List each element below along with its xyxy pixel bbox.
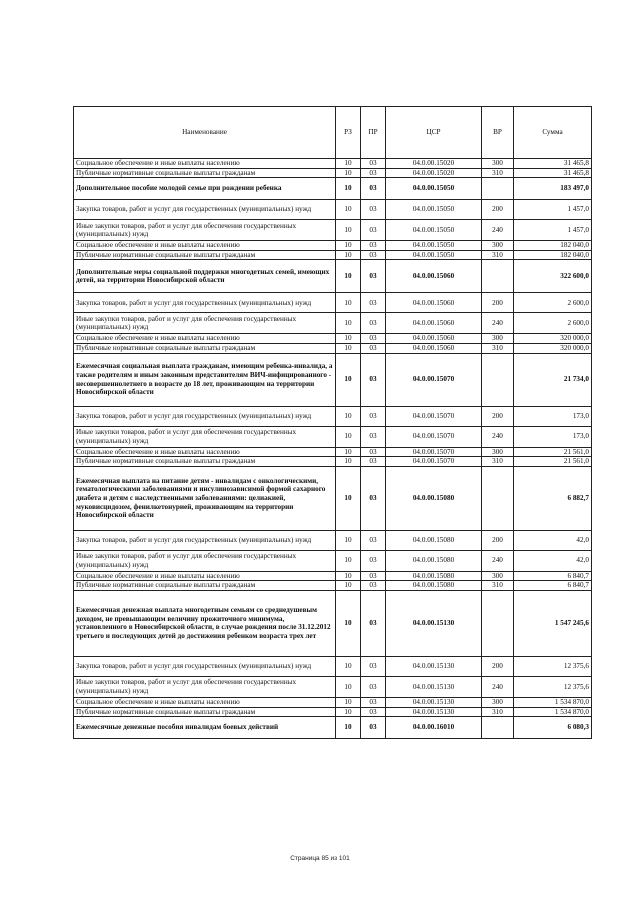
- cell-sum: 1 457,0: [514, 220, 592, 241]
- cell-sum: 182 040,0: [514, 241, 592, 251]
- cell-pr: 03: [361, 353, 386, 406]
- cell-rz: 10: [336, 406, 361, 426]
- cell-vr: 240: [482, 676, 514, 697]
- cell-name: Публичные нормативные социальные выплаты гражданам: [74, 250, 336, 260]
- cell-name: Социальное обеспечение и иные выплаты населению: [74, 697, 336, 707]
- cell-name: Публичные нормативные социальные выплаты гражданам: [74, 581, 336, 591]
- cell-pr: 03: [361, 334, 386, 344]
- cell-vr: 310: [482, 707, 514, 717]
- table-row: [74, 220, 592, 241]
- cell-pr: 03: [361, 250, 386, 260]
- cell-pr: 03: [361, 530, 386, 550]
- table-row: [74, 178, 592, 200]
- cell-pr: 03: [361, 406, 386, 426]
- cell-pr: 03: [361, 241, 386, 251]
- cell-rz: 10: [336, 334, 361, 344]
- cell-sum: 12 375,6: [514, 676, 592, 697]
- table-row: [74, 168, 592, 178]
- cell-sum: 1 534 870,0: [514, 697, 592, 707]
- cell-csr: 04.0.00.15130: [386, 590, 482, 656]
- cell-name: Социальное обеспечение и иные выплаты населению: [74, 334, 336, 344]
- budget-table-container: [73, 106, 591, 739]
- cell-rz: 10: [336, 241, 361, 251]
- cell-vr: 200: [482, 530, 514, 550]
- cell-csr: 04.0.00.15050: [386, 241, 482, 251]
- cell-rz: 10: [336, 220, 361, 241]
- table-header-row: [74, 107, 592, 159]
- cell-csr: 04.0.00.15130: [386, 707, 482, 717]
- cell-rz: 10: [336, 178, 361, 200]
- cell-pr: 03: [361, 571, 386, 581]
- cell-vr: 200: [482, 406, 514, 426]
- cell-rz: 10: [336, 457, 361, 467]
- table-row: [74, 293, 592, 313]
- cell-name: Дополнительные меры социальной поддержки многодетных семей, имеющих детей, на территории Новосибирской области: [74, 260, 336, 293]
- table-row: [74, 550, 592, 571]
- cell-csr: 04.0.00.15070: [386, 406, 482, 426]
- cell-vr: 310: [482, 457, 514, 467]
- cell-rz: 10: [336, 717, 361, 739]
- cell-pr: 03: [361, 697, 386, 707]
- cell-csr: 04.0.00.15050: [386, 250, 482, 260]
- cell-csr: 04.0.00.15130: [386, 697, 482, 707]
- cell-csr: 04.0.00.15050: [386, 200, 482, 220]
- cell-sum: 1 534 870,0: [514, 707, 592, 717]
- cell-name: Публичные нормативные социальные выплаты гражданам: [74, 343, 336, 353]
- cell-vr: 240: [482, 426, 514, 447]
- cell-csr: 04.0.00.15060: [386, 343, 482, 353]
- cell-name: Публичные нормативные социальные выплаты гражданам: [74, 707, 336, 717]
- cell-pr: 03: [361, 168, 386, 178]
- cell-csr: 04.0.00.15080: [386, 530, 482, 550]
- cell-sum: 2 600,0: [514, 293, 592, 313]
- cell-sum: 1 547 245,6: [514, 590, 592, 656]
- table-row: [74, 571, 592, 581]
- cell-pr: 03: [361, 717, 386, 739]
- cell-name: Социальное обеспечение и иные выплаты населению: [74, 447, 336, 457]
- header-name: Наименование: [74, 107, 336, 159]
- cell-vr: 300: [482, 571, 514, 581]
- table-row: [74, 447, 592, 457]
- cell-name: Иные закупки товаров, работ и услуг для обеспечения государственных (муниципальных) нужд: [74, 220, 336, 241]
- cell-pr: 03: [361, 343, 386, 353]
- cell-pr: 03: [361, 178, 386, 200]
- cell-pr: 03: [361, 260, 386, 293]
- cell-sum: 173,0: [514, 406, 592, 426]
- cell-pr: 03: [361, 707, 386, 717]
- cell-vr: 310: [482, 581, 514, 591]
- cell-vr: [482, 260, 514, 293]
- cell-vr: 310: [482, 168, 514, 178]
- cell-rz: 10: [336, 353, 361, 406]
- cell-csr: 04.0.00.15060: [386, 313, 482, 334]
- cell-vr: 310: [482, 250, 514, 260]
- cell-rz: 10: [336, 530, 361, 550]
- table-row: [74, 590, 592, 656]
- cell-vr: [482, 590, 514, 656]
- cell-pr: 03: [361, 676, 386, 697]
- table-row: [74, 697, 592, 707]
- cell-pr: 03: [361, 159, 386, 169]
- table-row: [74, 656, 592, 676]
- cell-sum: 1 457,0: [514, 200, 592, 220]
- cell-sum: 21 561,0: [514, 457, 592, 467]
- cell-name: Иные закупки товаров, работ и услуг для обеспечения государственных (муниципальных) нужд: [74, 426, 336, 447]
- cell-name: Ежемесячная выплата на питание детям - инвалидам с онкологическими, гематологическими заболеваниями и инсулинозависимой формой сахарного диабета и детям с наследственными заболеваниями: целиакией, муковисцидозом, фенилкетонурией, проживающим на территории Новосибирской области: [74, 466, 336, 530]
- cell-sum: 42,0: [514, 550, 592, 571]
- cell-name: Публичные нормативные социальные выплаты гражданам: [74, 168, 336, 178]
- cell-csr: 04.0.00.15080: [386, 581, 482, 591]
- cell-pr: 03: [361, 466, 386, 530]
- cell-pr: 03: [361, 220, 386, 241]
- cell-name: Закупка товаров, работ и услуг для государственных (муниципальных) нужд: [74, 406, 336, 426]
- cell-name: Социальное обеспечение и иные выплаты населению: [74, 159, 336, 169]
- cell-rz: 10: [336, 313, 361, 334]
- cell-name: Дополнительное пособие молодой семье при рождении ребенка: [74, 178, 336, 200]
- table-row: [74, 717, 592, 739]
- cell-name: Ежемесячные денежные пособия инвалидам боевых действий: [74, 717, 336, 739]
- cell-sum: 12 375,6: [514, 656, 592, 676]
- table-row: [74, 457, 592, 467]
- cell-sum: 21 561,0: [514, 447, 592, 457]
- cell-rz: 10: [336, 343, 361, 353]
- table-row: [74, 707, 592, 717]
- table-row: [74, 581, 592, 591]
- cell-sum: 31 465,8: [514, 159, 592, 169]
- cell-vr: 300: [482, 159, 514, 169]
- table-row: [74, 334, 592, 344]
- cell-csr: 04.0.00.15130: [386, 676, 482, 697]
- cell-rz: 10: [336, 697, 361, 707]
- cell-name: Ежемесячная социальная выплата гражданам, имеющим ребенка-инвалида, а также родителям и иным законным представителям ВИЧ-инфицированного - несовершеннолетнего в возрасте до 18 лет, проживающим на территории Новосибирской области: [74, 353, 336, 406]
- cell-sum: 182 040,0: [514, 250, 592, 260]
- cell-vr: 200: [482, 293, 514, 313]
- cell-vr: [482, 717, 514, 739]
- cell-csr: 04.0.00.16010: [386, 717, 482, 739]
- cell-name: Публичные нормативные социальные выплаты гражданам: [74, 457, 336, 467]
- cell-csr: 04.0.00.15070: [386, 353, 482, 406]
- cell-csr: 04.0.00.15050: [386, 220, 482, 241]
- cell-rz: 10: [336, 571, 361, 581]
- cell-rz: 10: [336, 676, 361, 697]
- header-sum: Сумма: [514, 107, 592, 159]
- cell-vr: 240: [482, 220, 514, 241]
- cell-name: Иные закупки товаров, работ и услуг для обеспечения государственных (муниципальных) нужд: [74, 676, 336, 697]
- cell-rz: 10: [336, 250, 361, 260]
- header-pr: ПР: [361, 107, 386, 159]
- cell-pr: 03: [361, 590, 386, 656]
- cell-csr: 04.0.00.15020: [386, 168, 482, 178]
- cell-name: Иные закупки товаров, работ и услуг для обеспечения государственных (муниципальных) нужд: [74, 313, 336, 334]
- cell-sum: 173,0: [514, 426, 592, 447]
- cell-rz: 10: [336, 550, 361, 571]
- cell-vr: 240: [482, 550, 514, 571]
- cell-csr: 04.0.00.15080: [386, 571, 482, 581]
- cell-vr: 200: [482, 656, 514, 676]
- cell-pr: 03: [361, 550, 386, 571]
- cell-csr: 04.0.00.15080: [386, 466, 482, 530]
- cell-pr: 03: [361, 447, 386, 457]
- cell-csr: 04.0.00.15060: [386, 293, 482, 313]
- table-row: [74, 530, 592, 550]
- cell-sum: 6 882,7: [514, 466, 592, 530]
- table-row: [74, 406, 592, 426]
- cell-csr: 04.0.00.15070: [386, 447, 482, 457]
- cell-vr: [482, 178, 514, 200]
- header-rz: РЗ: [336, 107, 361, 159]
- table-row: [74, 250, 592, 260]
- header-csr: ЦСР: [386, 107, 482, 159]
- cell-pr: 03: [361, 426, 386, 447]
- cell-rz: 10: [336, 168, 361, 178]
- cell-vr: 300: [482, 697, 514, 707]
- cell-csr: 04.0.00.15020: [386, 159, 482, 169]
- table-row: [74, 260, 592, 293]
- budget-table: [73, 106, 592, 739]
- cell-vr: 300: [482, 241, 514, 251]
- cell-sum: 320 000,0: [514, 334, 592, 344]
- cell-vr: 200: [482, 200, 514, 220]
- cell-rz: 10: [336, 293, 361, 313]
- table-row: [74, 426, 592, 447]
- cell-sum: 6 080,3: [514, 717, 592, 739]
- table-row: [74, 343, 592, 353]
- table-row: [74, 159, 592, 169]
- cell-rz: 10: [336, 159, 361, 169]
- cell-rz: 10: [336, 260, 361, 293]
- table-row: [74, 353, 592, 406]
- cell-pr: 03: [361, 457, 386, 467]
- cell-rz: 10: [336, 466, 361, 530]
- cell-sum: 6 840,7: [514, 571, 592, 581]
- cell-vr: 300: [482, 447, 514, 457]
- cell-name: Закупка товаров, работ и услуг для государственных (муниципальных) нужд: [74, 530, 336, 550]
- table-body: [74, 159, 592, 739]
- cell-vr: 240: [482, 313, 514, 334]
- cell-csr: 04.0.00.15050: [386, 178, 482, 200]
- table-row: [74, 200, 592, 220]
- cell-vr: 310: [482, 343, 514, 353]
- cell-csr: 04.0.00.15060: [386, 260, 482, 293]
- cell-rz: 10: [336, 656, 361, 676]
- cell-rz: 10: [336, 426, 361, 447]
- cell-name: Ежемесячная денежная выплата многодетным семьям со среднедушевым доходом, не превышающим величину прожиточного минимума, установленного в Новосибирской области, в случае рождения после 31.12.2012 третьего и последующих детей до достижения ребенком возраста трех лет: [74, 590, 336, 656]
- cell-sum: 320 000,0: [514, 343, 592, 353]
- cell-name: Социальное обеспечение и иные выплаты населению: [74, 241, 336, 251]
- cell-rz: 10: [336, 447, 361, 457]
- table-row: [74, 313, 592, 334]
- cell-rz: 10: [336, 707, 361, 717]
- cell-rz: 10: [336, 590, 361, 656]
- cell-pr: 03: [361, 293, 386, 313]
- cell-csr: 04.0.00.15130: [386, 656, 482, 676]
- cell-pr: 03: [361, 313, 386, 334]
- cell-vr: 300: [482, 334, 514, 344]
- table-row: [74, 466, 592, 530]
- cell-sum: 31 465,8: [514, 168, 592, 178]
- cell-sum: 6 840,7: [514, 581, 592, 591]
- cell-sum: 42,0: [514, 530, 592, 550]
- cell-sum: 21 734,0: [514, 353, 592, 406]
- cell-vr: [482, 353, 514, 406]
- table-row: [74, 676, 592, 697]
- cell-sum: 322 600,0: [514, 260, 592, 293]
- cell-sum: 2 600,0: [514, 313, 592, 334]
- cell-name: Закупка товаров, работ и услуг для государственных (муниципальных) нужд: [74, 293, 336, 313]
- cell-pr: 03: [361, 656, 386, 676]
- cell-csr: 04.0.00.15080: [386, 550, 482, 571]
- cell-name: Закупка товаров, работ и услуг для государственных (муниципальных) нужд: [74, 656, 336, 676]
- cell-name: Иные закупки товаров, работ и услуг для обеспечения государственных (муниципальных) нужд: [74, 550, 336, 571]
- table-row: [74, 241, 592, 251]
- cell-csr: 04.0.00.15060: [386, 334, 482, 344]
- cell-pr: 03: [361, 581, 386, 591]
- cell-rz: 10: [336, 200, 361, 220]
- cell-pr: 03: [361, 200, 386, 220]
- cell-vr: [482, 466, 514, 530]
- page-footer: Страница 85 из 101: [290, 855, 350, 862]
- cell-name: Закупка товаров, работ и услуг для государственных (муниципальных) нужд: [74, 200, 336, 220]
- cell-csr: 04.0.00.15070: [386, 426, 482, 447]
- header-vr: ВР: [482, 107, 514, 159]
- cell-rz: 10: [336, 581, 361, 591]
- cell-sum: 183 497,0: [514, 178, 592, 200]
- cell-csr: 04.0.00.15070: [386, 457, 482, 467]
- cell-name: Социальное обеспечение и иные выплаты населению: [74, 571, 336, 581]
